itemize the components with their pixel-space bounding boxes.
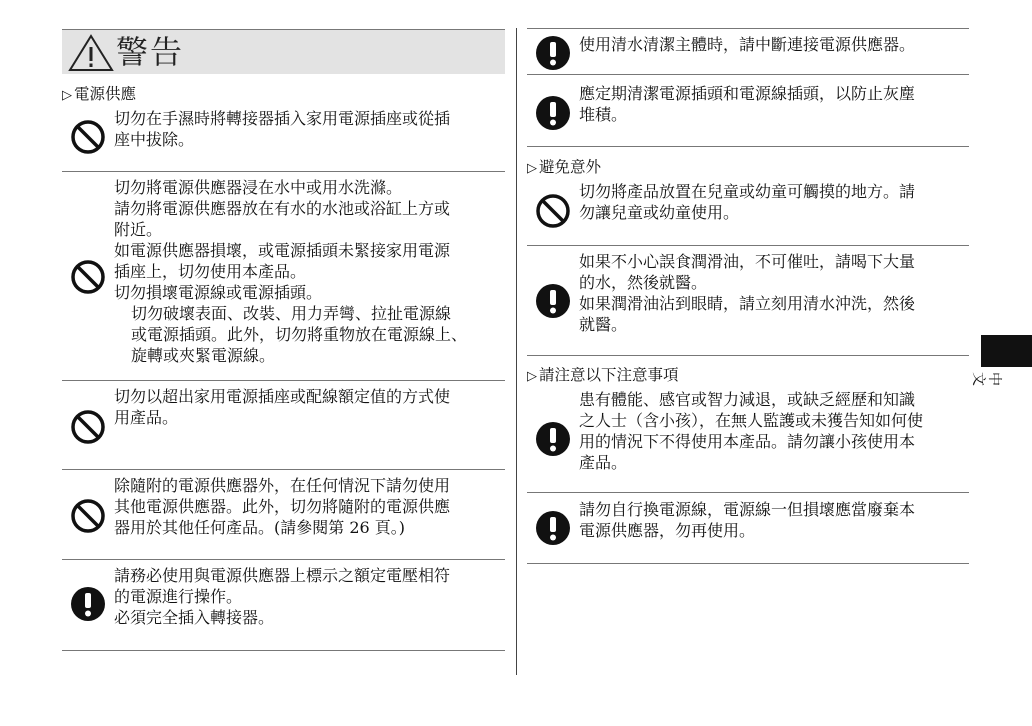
- warning-triangle-icon: [68, 34, 114, 72]
- divider: [62, 469, 505, 470]
- text-line: 旋轉或夾緊電源線。: [131, 346, 276, 365]
- warning-title: 警告: [116, 33, 185, 71]
- language-tab-label: 中文: [970, 372, 1002, 386]
- divider: [62, 559, 505, 560]
- text-line: 患有體能、感官或智力減退，或缺乏經歷和知識: [579, 390, 916, 409]
- section-power: ▷ 電源供應: [62, 85, 137, 103]
- prohibition-icon: [535, 193, 571, 229]
- divider: [527, 28, 969, 29]
- text-line: 插座上，切勿使用本產品。: [114, 262, 307, 281]
- text-line: 電源供應器，勿再使用。: [579, 521, 756, 540]
- divider: [62, 380, 505, 381]
- prohibition-icon: [70, 498, 106, 534]
- text-line: 器用於其他任何產品。(請參閱第 26 頁。): [114, 518, 406, 537]
- mandatory-exclamation-icon: [535, 421, 571, 457]
- triangle-bullet-icon: ▷: [62, 88, 72, 103]
- text-line: 之人士（含小孩），在無人監護或未獲告知如何使: [579, 411, 924, 430]
- section-attention: ▷ 請注意以下注意事項: [527, 366, 679, 384]
- language-tab-marker: [981, 335, 1032, 367]
- text-line: 用的情況下不得使用本產品。請勿讓小孩使用本: [579, 432, 916, 451]
- section-accident: ▷ 避免意外: [527, 158, 602, 176]
- prohibition-icon: [70, 119, 106, 155]
- text-line: 的電源進行操作。: [114, 587, 243, 606]
- text-line: 座中拔除。: [114, 130, 195, 149]
- triangle-bullet-icon: ▷: [527, 369, 537, 384]
- mandatory-exclamation-icon: [535, 283, 571, 319]
- divider: [62, 650, 505, 651]
- text-line: 請務必使用與電源供應器上標示之額定電壓相符: [114, 566, 451, 585]
- text-line: 切勿將產品放置在兒童或幼童可觸摸的地方。請: [579, 182, 916, 201]
- mandatory-exclamation-icon: [535, 510, 571, 546]
- divider: [527, 74, 969, 75]
- text-line: 如電源供應器損壞，或電源插頭未緊接家用電源: [114, 241, 451, 260]
- text-line: 勿讓兒童或幼童使用。: [579, 203, 740, 222]
- text-line: 切勿破壞表面、改裝、用力弄彎、拉扯電源線: [131, 304, 452, 323]
- text-line: 用產品。: [114, 408, 179, 427]
- divider: [527, 563, 969, 564]
- text-line: 除隨附的電源供應器外，在任何情況下請勿使用: [114, 476, 451, 495]
- text-line: 的水，然後就醫。: [579, 273, 708, 292]
- text-line: 使用清水清潔主體時，請中斷連接電源供應器。: [579, 35, 916, 54]
- text-line: 就醫。: [579, 315, 628, 334]
- text-line: 其他電源供應器。此外，切勿將隨附的電源供應: [114, 497, 451, 516]
- prohibition-icon: [70, 409, 106, 445]
- text-line: 應定期清潔電源插頭和電源線插頭，以防止灰塵: [579, 84, 916, 103]
- text-line: 必須完全插入轉接器。: [114, 608, 275, 627]
- text-line: 或電源插頭。此外，切勿將重物放在電源線上、: [131, 325, 468, 344]
- text-line: 如果不小心誤食潤滑油，不可催吐，請喝下大量: [579, 252, 916, 271]
- divider: [527, 492, 969, 493]
- mandatory-exclamation-icon: [535, 35, 571, 71]
- divider: [527, 245, 969, 246]
- text-line: 附近。: [114, 220, 163, 239]
- warning-header: [62, 29, 505, 74]
- text-line: 如果潤滑油沾到眼睛，請立刻用清水沖洗，然後: [579, 294, 916, 313]
- text-line: 堆積。: [579, 105, 628, 124]
- divider: [62, 171, 505, 172]
- divider: [527, 355, 969, 356]
- mandatory-exclamation-icon: [70, 586, 106, 622]
- text-line: 請勿將電源供應器放在有水的水池或浴缸上方或: [114, 199, 451, 218]
- mandatory-exclamation-icon: [535, 95, 571, 131]
- divider: [527, 146, 969, 147]
- text-line: 切勿以超出家用電源插座或配線額定值的方式使: [114, 387, 451, 406]
- column-divider: [516, 28, 517, 675]
- text-line: 請勿自行換電源線，電源線一但損壞應當廢棄本: [579, 500, 916, 519]
- text-line: 切勿損壞電源線或電源插頭。: [114, 283, 323, 302]
- text-line: 切勿在手濕時將轉接器插入家用電源插座或從插: [114, 109, 451, 128]
- text-line: 產品。: [579, 453, 628, 472]
- triangle-bullet-icon: ▷: [527, 161, 537, 176]
- text-line: 切勿將電源供應器浸在水中或用水洗滌。: [114, 178, 403, 197]
- prohibition-icon: [70, 259, 106, 295]
